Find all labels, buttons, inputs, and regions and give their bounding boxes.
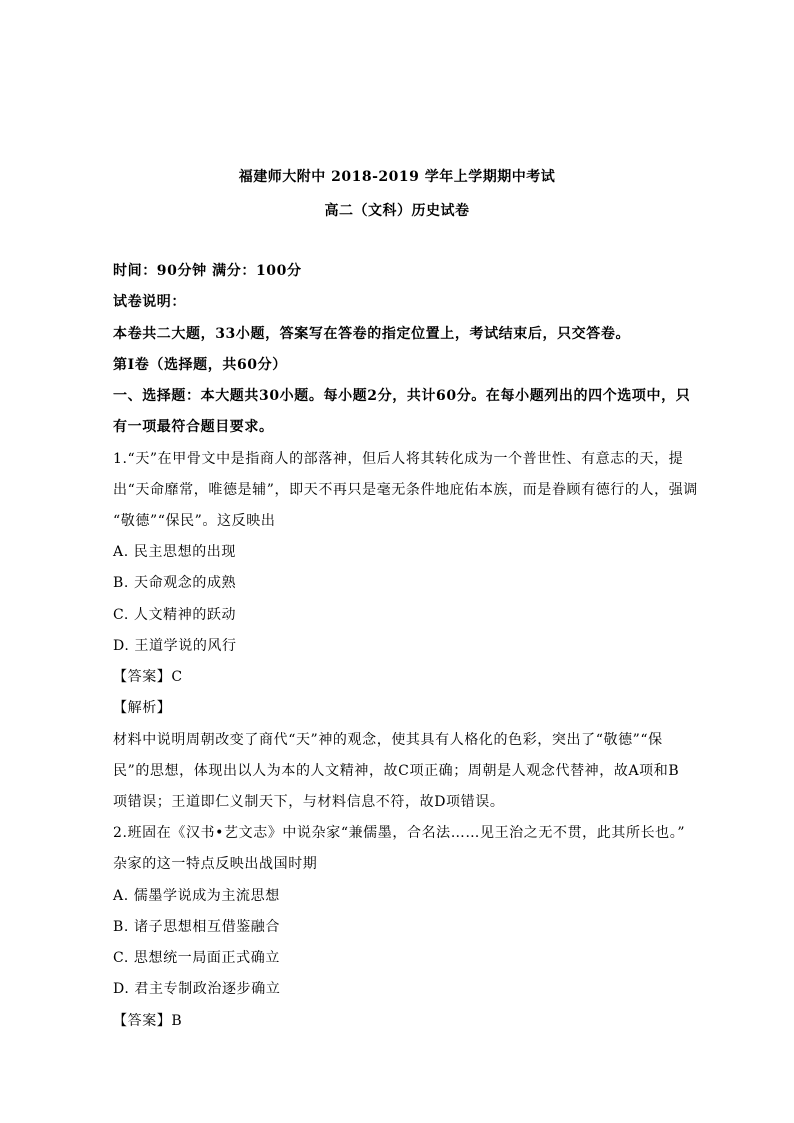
notes-body: 本卷共二大题，33小题，答案写在答卷的指定位置上，考试结束后，只交答卷。 <box>113 326 631 342</box>
q1-answer: 【答案】C <box>113 669 183 685</box>
q2-answer: 【答案】B <box>113 1013 183 1029</box>
q1-stem-line3: “敬德”“保民”。这反映出 <box>113 513 276 529</box>
time-score-line: 时间：90分钟 满分：100分 <box>113 263 302 279</box>
q1-option-d: D. 王道学说的风行 <box>113 638 237 654</box>
q1-analysis-line2: 民”的思想，体现出以人为本的人文精神，故C项正确；周朝是人观念代替神，故A项和B <box>113 763 680 779</box>
q2-option-d: D. 君主专制政治逐步确立 <box>113 981 281 997</box>
q1-stem-line2: 出“天命靡常，唯德是辅”，即天不再只是毫无条件地庇佑本族，而是眷顾有德行的人，强调 <box>113 482 698 498</box>
q2-option-b: B. 诸子思想相互借鉴融合 <box>113 919 280 935</box>
q2-stem-line1: 2.班固在《汉书•艺文志》中说杂家“兼儒墨，合名法……见王治之无不贯，此其所长也。” <box>113 825 686 841</box>
q1-option-b: B. 天命观念的成熟 <box>113 575 237 591</box>
q1-stem-line1: 1.“天”在甲骨文中是指商人的部落神，但后人将其转化成为一个普世性、有意志的天，提 <box>113 451 684 467</box>
q1-analysis-line3: 项错误；王道即仁义制天下，与材料信息不符，故D项错误。 <box>113 794 505 810</box>
q2-option-a: A. 儒墨学说成为主流思想 <box>113 888 280 904</box>
document-subtitle: 高二（文科）历史试卷 <box>324 203 470 219</box>
q1-analysis-heading: 【解析】 <box>113 700 172 716</box>
section-instruction-line1: 一、选择题：本大题共30小题。每小题2分，共计60分。在每小题列出的四个选项中，只 <box>113 388 691 404</box>
q1-analysis-line1: 材料中说明周朝改变了商代“天”神的观念，使其具有人格化的色彩，突出了“敬德”“保 <box>113 732 663 748</box>
q2-stem-line2: 杂家的这一特点反映出战国时期 <box>113 856 318 872</box>
q1-option-c: C. 人文精神的跃动 <box>113 607 237 623</box>
notes-heading: 试卷说明： <box>113 294 186 310</box>
q1-option-a: A. 民主思想的出现 <box>113 544 237 560</box>
part1-heading: 第Ⅰ卷（选择题，共60分） <box>113 357 287 373</box>
section-instruction-line2: 有一项最符合题目要求。 <box>113 419 274 435</box>
q2-option-c: C. 思想统一局面正式确立 <box>113 950 280 966</box>
document-title: 福建师大附中 2018-2019 学年上学期期中考试 <box>238 169 556 185</box>
